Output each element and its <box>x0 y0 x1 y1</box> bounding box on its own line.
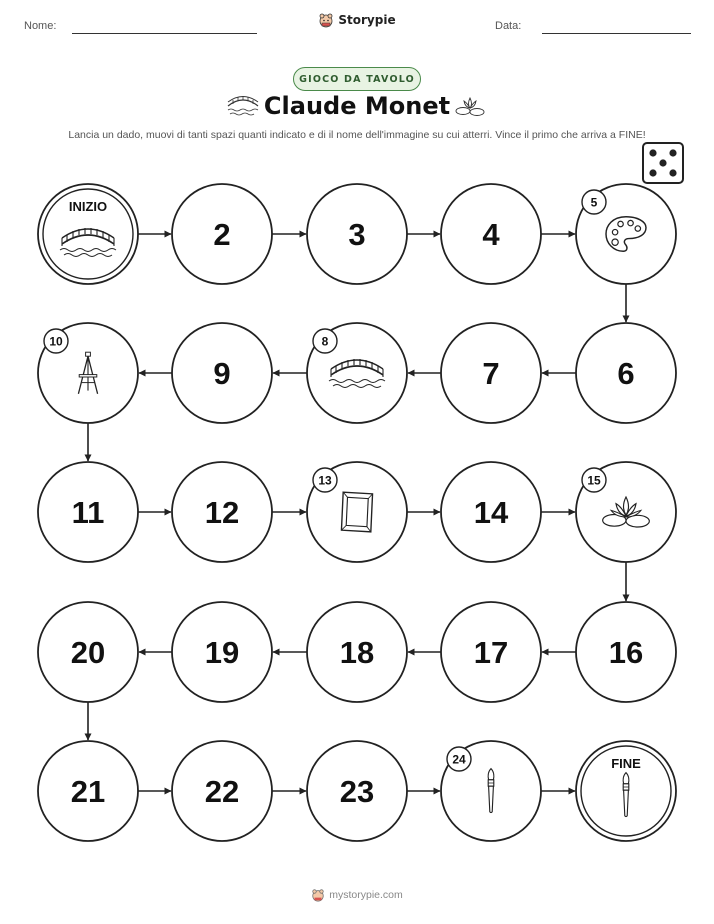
paintbrush-icon <box>623 773 629 817</box>
space-number: 4 <box>482 217 500 252</box>
board-space-14 <box>441 462 541 562</box>
space-number: 20 <box>70 635 106 670</box>
space-number: 16 <box>608 635 644 670</box>
board-space-9 <box>172 323 272 423</box>
space-number: 19 <box>204 635 240 670</box>
board-space-25 <box>576 741 676 841</box>
space-number: 17 <box>473 635 509 670</box>
board-space-12 <box>172 462 272 562</box>
date-label: Data: <box>495 20 522 32</box>
board-space-18 <box>307 602 407 702</box>
space-number: 18 <box>339 635 375 670</box>
board-space-6 <box>576 323 676 423</box>
space-number: 3 <box>348 217 366 252</box>
board-space-5 <box>576 184 676 284</box>
space-number: 14 <box>473 495 509 530</box>
footer <box>0 888 714 907</box>
instructions: Lancia un dado, muovi di tanti spazi quanti indicato e di il nome dell'immagine su cui atterri. Vince il primo che arriva a FINE! <box>68 129 646 141</box>
board-space-7 <box>441 323 541 423</box>
board-space-22 <box>172 741 272 841</box>
space-number: 24 <box>452 752 466 767</box>
space-number: 9 <box>213 356 231 391</box>
board-space-8 <box>307 323 407 423</box>
board-space-24 <box>441 741 541 841</box>
board-space-19 <box>172 602 272 702</box>
space-number: 2 <box>213 217 231 252</box>
die-five-icon <box>643 143 683 183</box>
board-space-16 <box>576 602 676 702</box>
footer-url: mystorypie.com <box>329 889 403 901</box>
board-space-13 <box>307 462 407 562</box>
space-number: 6 <box>617 356 635 391</box>
board-space-1 <box>38 184 138 284</box>
brand-name: Storypie <box>338 13 396 27</box>
start-label: INIZIO <box>68 199 108 214</box>
board-space-15 <box>576 462 676 562</box>
space-number: 8 <box>321 334 329 349</box>
game-type-badge: GIOCO DA TAVOLO <box>293 67 421 91</box>
board-space-2 <box>172 184 272 284</box>
space-number: 21 <box>70 774 106 809</box>
board-space-21 <box>38 741 138 841</box>
board-space-17 <box>441 602 541 702</box>
space-number: 5 <box>590 195 598 210</box>
board-space-20 <box>38 602 138 702</box>
space-number: 13 <box>318 473 332 488</box>
space-number: 10 <box>49 334 63 349</box>
finish-label: FINE <box>611 756 641 771</box>
space-number: 22 <box>204 774 240 809</box>
board-space-3 <box>307 184 407 284</box>
page-title: Claude Monet <box>263 92 451 120</box>
space-number: 11 <box>71 495 105 530</box>
frame-icon <box>341 492 372 532</box>
board-space-4 <box>441 184 541 284</box>
space-number: 12 <box>204 495 240 530</box>
space-number: 15 <box>587 473 601 488</box>
board-space-23 <box>307 741 407 841</box>
name-label: Nome: <box>24 20 57 32</box>
board-space-11 <box>38 462 138 562</box>
board-space-10 <box>38 323 138 423</box>
paintbrush-icon <box>488 769 494 813</box>
space-number: 7 <box>482 356 500 391</box>
space-number: 23 <box>339 774 375 809</box>
storypie-mascot-icon <box>311 888 325 902</box>
